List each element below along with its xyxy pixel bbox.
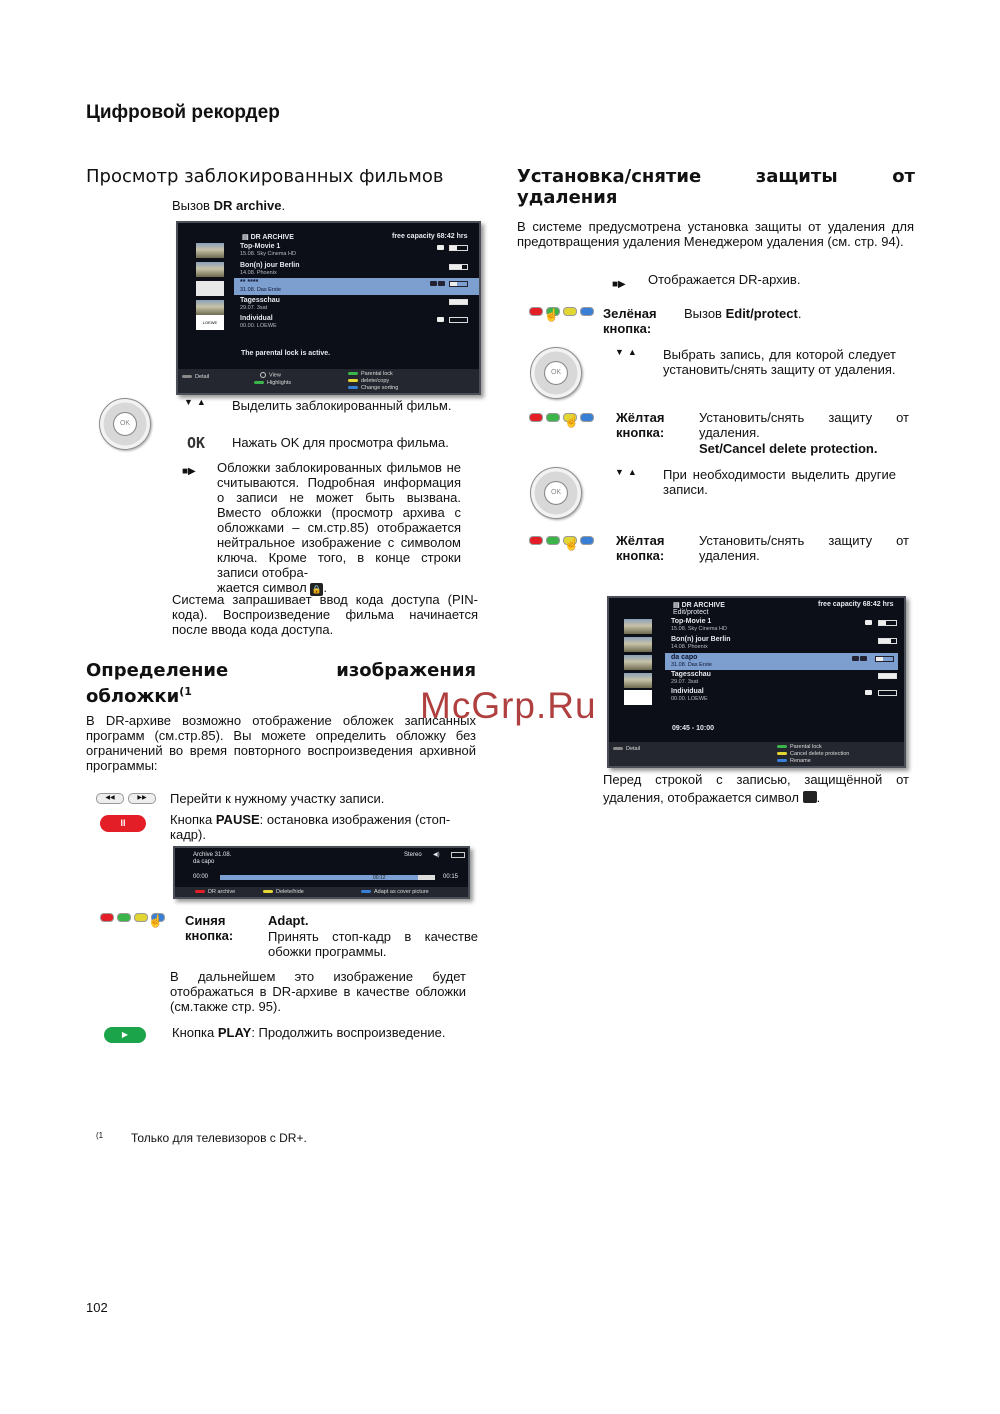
tv-footer: Detail View Highlights Parental lock delete/copy Change sorting xyxy=(178,369,479,393)
step-press-ok: Нажать OK для просмотра фильма. xyxy=(232,435,449,450)
progress-bar xyxy=(220,875,435,880)
free-capacity: free capacity 68:42 hrs xyxy=(392,233,468,240)
note-covers: Обложки заблокированных фильмов не считываются. Подробная информация о записи не может быть вызвана. Вместо обложки (просмотр архива с обложками – см.стр.85) отображается нейтральное изображение с символом ключа. Кроме того, в конце строки записи отобра- жается символ 🔒 . xyxy=(217,460,461,595)
rewind-ff-buttons-icon: ◀◀ ▶▶ xyxy=(96,793,156,804)
blue-button-action: Adapt. xyxy=(268,913,309,928)
tv-screen-playback-bar: Archive 31.08. da capo Stereo ◀) 00:00 00:12 00:15 DR archive Delete/hide Adapt as cover picture xyxy=(173,846,470,899)
yellow-button-desc: Установить/снять защиту от удаления. xyxy=(699,410,909,440)
color-buttons-yellow-icon xyxy=(529,413,594,422)
archive-icon: ▤ xyxy=(242,234,251,241)
protection-intro: В системе предусмотрена установка защиты от удаления для предотвращения удаления Менеджером удаления (см. стр. 94). xyxy=(517,219,914,249)
archive-row[interactable]: Top-Movie 1 15.08. Sky Cinema HD xyxy=(665,617,900,634)
page-header: Цифровой рекордер xyxy=(86,102,280,123)
archive-row[interactable]: Bon(n) jour Berlin 14.08. Phoenix xyxy=(234,261,474,278)
hand-pointer-icon: ☝ xyxy=(544,308,559,322)
protect-icon xyxy=(438,281,445,286)
time-range: 09:45 - 10:00 xyxy=(672,725,715,732)
section-title-cover-picture: Определение изображения обложки$^{(1}$ xyxy=(86,660,476,707)
footnote-text: Только для телевизоров с DR+. xyxy=(131,1131,307,1145)
archive-row-selected[interactable]: ** **** 31.08. Das Erste xyxy=(234,278,479,295)
lock-icon xyxy=(430,281,437,286)
green-button-label: Зелёная кнопка: xyxy=(603,306,657,336)
yellow-button-label: Жёлтая кнопка: xyxy=(616,410,665,440)
pin-text: Система запрашивает ввод кода доступа (PIN-кода). Воспроизведение фильма начинается после ввода кода доступа. xyxy=(172,592,478,637)
cover-thumb xyxy=(624,655,652,670)
archive-row[interactable]: Bon(n) jour Berlin 14.08. Phoenix xyxy=(665,635,900,652)
speaker-icon: ◀) xyxy=(433,852,440,858)
cover-thumb xyxy=(624,690,652,705)
cover-thumb xyxy=(196,300,224,315)
call-dr-archive: Вызов DR archive. xyxy=(172,198,286,213)
protect-symbol-icon xyxy=(803,791,817,803)
select-record-text: Выбрать запись, для которой следует установить/снять защиту от удаления. xyxy=(663,347,896,377)
note-arrow-icon: ■▶ xyxy=(182,466,196,477)
protection-caption: Перед строкой с записью, защищённой от удаления, отображается символ . xyxy=(603,772,909,805)
up-down-arrows-icon: ▼▲ xyxy=(615,467,641,477)
watermark: McGrp.Ru xyxy=(420,685,597,726)
cover-thumb xyxy=(624,619,652,634)
step-select-locked: Выделить заблокированный фильм. xyxy=(232,398,452,413)
cover-thumb xyxy=(196,281,224,296)
hand-pointer-icon: ☝ xyxy=(564,414,579,428)
play-button-icon: ▶ xyxy=(104,1027,146,1043)
archive-row-selected[interactable]: da capo 31.08. Das Erste xyxy=(665,653,898,670)
color-buttons-green-icon xyxy=(529,307,594,316)
archive-row[interactable]: Individual 00.00. LOEWE xyxy=(665,687,900,704)
ok-button-label: OK xyxy=(187,434,206,452)
page-number: 102 xyxy=(86,1300,108,1315)
cover-intro-text: В DR-архиве возможно отображение обложек записанных программ (см.стр.85). Вы можете определить обложку без ограничений во время повторного воспроизведения архивной программы: xyxy=(86,713,476,773)
tv-screen-edit-protect: ▤ DR ARCHIVE Edit/protect free capacity 68:42 hrs Top-Movie 1 15.08. Sky Cinema HD Bon(n) jour Berlin 14.08. Phoenix da capo 31.08. Das Erste Tagesschau 29.07. 3sat Individual 00.00. LOEWE 09:45 - 10:00 Detail Parental lock Cancel delete protection Rename xyxy=(607,596,906,768)
blue-button-label: Синяя кнопка: xyxy=(185,913,234,943)
archive-shown: Отображается DR-архив. xyxy=(648,272,801,287)
footnote-mark: (1 xyxy=(96,1131,104,1140)
hand-pointer-icon: ☝ xyxy=(148,914,163,928)
yellow-button-action: Set/Cancel delete protection. xyxy=(699,441,878,456)
nav-pad-icon: OK xyxy=(530,467,582,519)
later-text: В дальнейшем это изображение будет отображаться в DR-архиве в качестве обложки (см.также стр. 95). xyxy=(170,969,466,1014)
yellow-button-label: Жёлтая кнопка: xyxy=(616,533,665,563)
cover-thumb xyxy=(196,243,224,258)
pause-button-icon: II xyxy=(100,815,146,832)
archive-row[interactable]: Top-Movie 1 15.08. Sky Cinema HD xyxy=(234,242,474,259)
blue-button-desc: Принять стоп-кадр в качестве обожки программы. xyxy=(268,929,478,959)
archive-row[interactable]: Individual 00.00. LOEWE xyxy=(234,314,474,331)
hand-pointer-icon: ☝ xyxy=(564,537,579,551)
up-down-arrows-icon: ▼▲ xyxy=(184,397,210,407)
lock-symbol-icon: 🔒 xyxy=(311,585,322,594)
up-down-arrows-icon: ▼▲ xyxy=(615,347,641,357)
green-button-text: Вызов Edit/protect. xyxy=(684,306,802,321)
disk-icon xyxy=(437,317,444,322)
note-arrow-icon: ■▶ xyxy=(612,279,626,290)
nav-pad-icon: OK xyxy=(530,347,582,399)
archive-icon: ▤ xyxy=(673,602,682,609)
parental-lock-message: The parental lock is active. xyxy=(241,350,331,357)
section-title-delete-protection: Установка/снятие защиты от удаления xyxy=(517,166,915,208)
archive-row[interactable]: Tagesschau 29.07. 3sat xyxy=(234,296,474,313)
cover-thumb xyxy=(196,262,224,277)
cover-thumb xyxy=(624,637,652,652)
yellow-button-desc: Установить/снять защиту от удаления. xyxy=(699,533,909,563)
archive-row[interactable]: Tagesschau 29.07. 3sat xyxy=(665,670,900,687)
select-more-text: При необходимости выделить другие записи. xyxy=(663,467,896,497)
play-text: Кнопка PLAY: Продолжить воспроизведение. xyxy=(172,1025,446,1040)
color-buttons-yellow-icon xyxy=(529,536,594,545)
hd-icon xyxy=(437,245,444,250)
nav-pad-icon: OK xyxy=(99,398,151,450)
cover-thumb-loewe: LOEWE xyxy=(196,315,224,330)
section-title-locked-films: Просмотр заблокированных фильмов xyxy=(86,166,444,187)
go-to-position: Перейти к нужному участку записи. xyxy=(170,791,385,806)
pause-text: Кнопка PAUSE: остановка изображения (стоп-кадр). xyxy=(170,812,451,842)
tv-screen-dr-archive-locked: ▤ DR ARCHIVE free capacity 68:42 hrs LOEWE Top-Movie 1 15.08. Sky Cinema HD Bon(n) jour Berlin 14.08. Phoenix ** **** 31.08. Das Erste Tagesschau 29.07. 3sat Individual 00.00. LOEWE The parental lock is active. Detail View Highlights Parental lock delete/copy Change sorting xyxy=(176,221,481,395)
cover-thumb xyxy=(624,673,652,688)
protect-icon xyxy=(852,656,859,661)
